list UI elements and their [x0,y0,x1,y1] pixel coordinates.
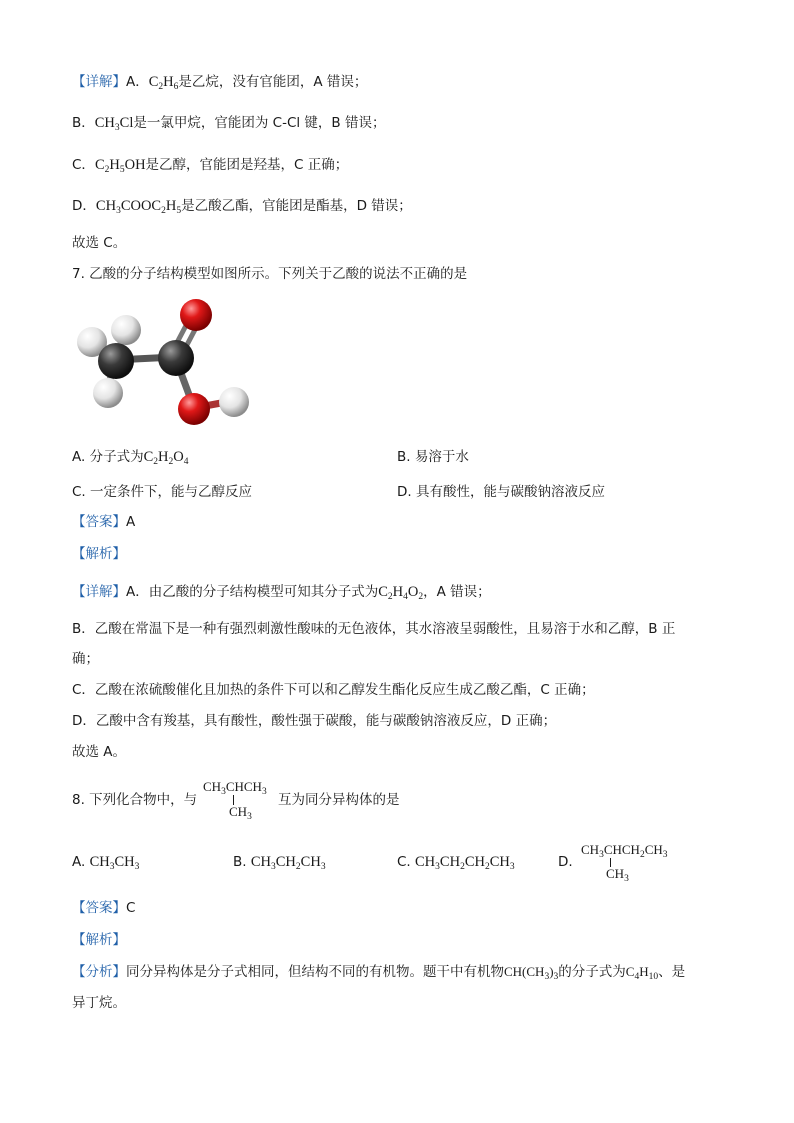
q6-conclusion: 故选 C。 [72,235,127,251]
formula-isobutane: $CH(CH_3)_3$ [504,964,559,982]
acetic-acid-model-image [70,292,260,427]
q7-conclusion: 故选 A。 [72,744,127,760]
formula-ethyl-acetate: $CH_3COOC_2H_5$ [95,198,182,216]
q7-analysis-label: 【解析】 [72,546,126,562]
q6-detail-a: 【详解】A．$C_2H_6$是乙烷，没有官能团，A 错误； [72,74,368,92]
q7-detail-c: C．乙酸在浓硫酸催化且加热的条件下可以和乙醇发生酯化反应生成乙酸乙酯，C 正确； [72,682,595,698]
q8-analysis-label: 【解析】 [72,932,126,948]
q7-detail-d: D．乙酸中含有羧基，具有酸性，酸性强于碳酸，能与碳酸钠溶液反应，D 正确； [72,713,557,729]
answer-label: 【答案】 [72,514,126,530]
q8-fenxi-line1: 【分析】同分异构体是分子式相同，但结构不同的有机物。题干中有机物$CH(CH_3)_3$的分子式为$C_4H_{10}$、是 [72,964,686,982]
hydrogen-atom [111,315,141,345]
q8-option-d-label: D. [558,854,573,870]
q6-detail-b: B．$CH_3Cl$是一氯甲烷，官能团为 C-Cl 键，B 错误； [72,115,386,133]
q7-answer: 【答案】A [72,514,136,530]
formula-c2h4o2: $C_2H_4O_2$ [378,584,424,602]
q7-stem: 7. 乙酸的分子结构模型如图所示。下列关于乙酸的说法不正确的是 [72,266,468,282]
q8-answer: 【答案】C [72,900,136,916]
q7-option-c: C. 一定条件下，能与乙醇反应 [72,484,253,500]
oxygen-atom [178,393,210,425]
formula-c4h10: $C_4H_{10}$ [625,964,659,982]
q7-detail-b-line1: B．乙酸在常温下是一种有强烈刺激性酸味的无色液体，其水溶液呈弱酸性，且易溶于水和乙醇，B 正 [72,621,676,637]
formula-c2h2o4: $C_2H_2O_4$ [143,449,189,467]
oxygen-atom [180,299,212,331]
q8-option-c: C. $CH_3CH_2CH_2CH_3$ [397,854,515,872]
hydrogen-atom [219,387,249,417]
q7-option-a: A. 分子式为$C_2H_2O_4$ [72,449,189,467]
q8-stem-post: 互为同分异构体的是 [278,792,400,808]
q7-option-b: B. 易溶于水 [397,449,469,465]
q6-detail-c: C．$C_2H_5OH$是乙醇，官能团是羟基，C 正确； [72,157,349,175]
q8-option-b: B. $CH_3CH_2CH_3$ [233,854,326,872]
carbon-atom [98,343,134,379]
q7-option-d: D. 具有酸性，能与碳酸钠溶液反应 [397,484,605,500]
formula-ch3cl: $CH_3Cl$ [94,115,134,133]
q6-detail-d: D．$CH_3COOC_2H_5$是乙酸乙酯，官能团是酯基，D 错误； [72,198,412,216]
q8-stem-pre: 8. 下列化合物中，与 [72,792,198,808]
detail-label: 【详解】 [72,74,126,90]
formula-c2h5oh: $C_2H_5OH$ [94,157,146,175]
q7-detail-b-line2: 确； [72,651,99,667]
hydrogen-atom [93,378,123,408]
formula-c2h6: $C_2H_6$ [148,74,179,92]
q7-detail-a: 【详解】A．由乙酸的分子结构模型可知其分子式为$C_2H_4O_2$，A 错误； [72,584,491,602]
q8-option-a: A. $CH_3CH_3$ [72,854,140,872]
carbon-atom [158,340,194,376]
q8-fenxi-line2: 异丁烷。 [72,995,126,1011]
